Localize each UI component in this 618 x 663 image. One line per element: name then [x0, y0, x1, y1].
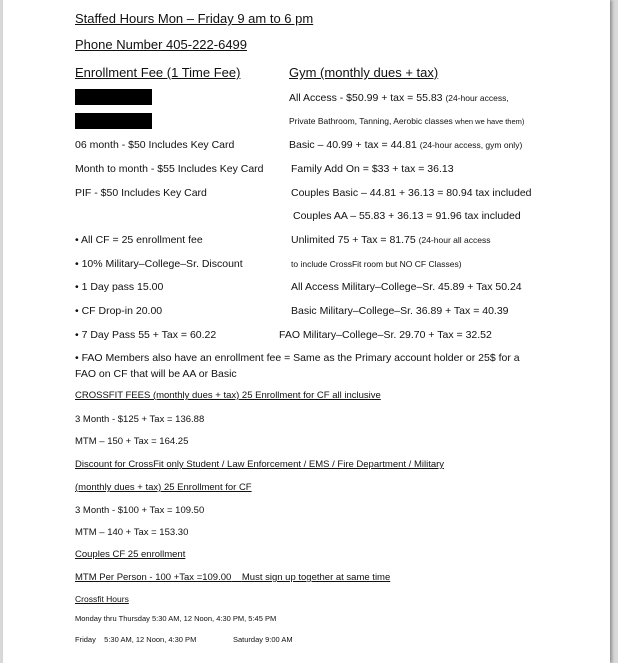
crossfit-hours-heading: Crossfit Hours: [75, 594, 129, 604]
gym-couples-aa: Couples AA – 55.83 + 36.13 = 91.96 tax included: [293, 210, 521, 222]
redacted-block: [75, 113, 152, 129]
bullet-military-discount: • 10% Military–College–Sr. Discount: [75, 258, 243, 270]
document-page: [3, 0, 610, 663]
gym-basic: Basic – 40.99 + tax = 44.81 (24-hour access, gym only): [289, 139, 523, 151]
bullet-cf-drop-in: • CF Drop-in 20.00: [75, 305, 163, 317]
enrollment-heading: Enrollment Fee (1 Time Fee): [75, 65, 241, 80]
bullet-fao-members-cont: FAO on CF that will be AA or Basic: [75, 368, 237, 380]
crossfit-discount-subheading: (monthly dues + tax) 25 Enrollment for CF: [75, 482, 252, 493]
gym-couples-basic: Couples Basic – 44.81 + 36.13 = 80.94 tax included: [291, 187, 532, 199]
enrollment-six-month: 06 month - $50 Includes Key Card: [75, 139, 235, 151]
gym-heading: Gym (monthly dues + tax): [289, 65, 439, 80]
crossfit-couples-heading: Couples CF 25 enrollment: [75, 549, 186, 560]
crossfit-fees-heading: CROSSFIT FEES (monthly dues + tax) 25 Enrollment for CF all inclusive: [75, 390, 381, 401]
gym-aa-military: All Access Military–College–Sr. 45.89 + Tax 50.24: [291, 281, 522, 293]
gym-family-add-on: Family Add On = $33 + tax = 36.13: [291, 163, 454, 175]
bullet-day-pass: • 1 Day pass 15.00: [75, 281, 164, 293]
crossfit-hours-friday: Friday 5:30 AM, 12 Noon, 4:30 PM: [75, 635, 197, 644]
enrollment-month-to-month: Month to month - $55 Includes Key Card: [75, 163, 264, 175]
crossfit-mtm: MTM – 150 + Tax = 164.25: [75, 436, 189, 447]
crossfit-discount-three-month: 3 Month - $100 + Tax = 109.50: [75, 505, 205, 516]
staffed-hours: Staffed Hours Mon – Friday 9 am to 6 pm: [75, 11, 314, 26]
gym-unlimited: Unlimited 75 + Tax = 81.75 (24-hour all access: [291, 234, 491, 246]
crossfit-discount-heading: Discount for CrossFit only Student / Law Enforcement / EMS / Fire Department / Military: [75, 459, 445, 470]
crossfit-mtm-per-person: MTM Per Person - 100 +Tax =109.00 Must sign up together at same time: [75, 572, 391, 583]
bullet-cf-enrollment: • All CF = 25 enrollment fee: [75, 234, 203, 246]
crossfit-three-month: 3 Month - $125 + Tax = 136.88: [75, 414, 205, 425]
bullet-seven-day-pass: • 7 Day Pass 55 + Tax = 60.22: [75, 329, 217, 341]
phone-number: Phone Number 405-222-6499: [75, 37, 248, 52]
gym-fao-military: FAO Military–College–Sr. 29.70 + Tax = 32.52: [279, 329, 492, 341]
gym-basic-military: Basic Military–College–Sr. 36.89 + Tax = 40.39: [291, 305, 509, 317]
redacted-block: [75, 89, 152, 105]
enrollment-pif: PIF - $50 Includes Key Card: [75, 187, 207, 199]
gym-all-access: All Access - $50.99 + tax = 55.83 (24-hour access,: [289, 92, 509, 104]
gym-all-access-note: Private Bathroom, Tanning, Aerobic classes when we have them): [289, 116, 525, 126]
crossfit-hours-mon-thu: Monday thru Thursday 5:30 AM, 12 Noon, 4:30 PM, 5:45 PM: [75, 614, 277, 623]
crossfit-hours-saturday: Saturday 9:00 AM: [233, 635, 293, 644]
bullet-fao-members: • FAO Members also have an enrollment fee = Same as the Primary account holder or 25$ for a: [75, 352, 520, 364]
gym-unlimited-note: to include CrossFit room but NO CF Classes): [291, 259, 462, 269]
crossfit-discount-mtm: MTM – 140 + Tax = 153.30: [75, 527, 189, 538]
